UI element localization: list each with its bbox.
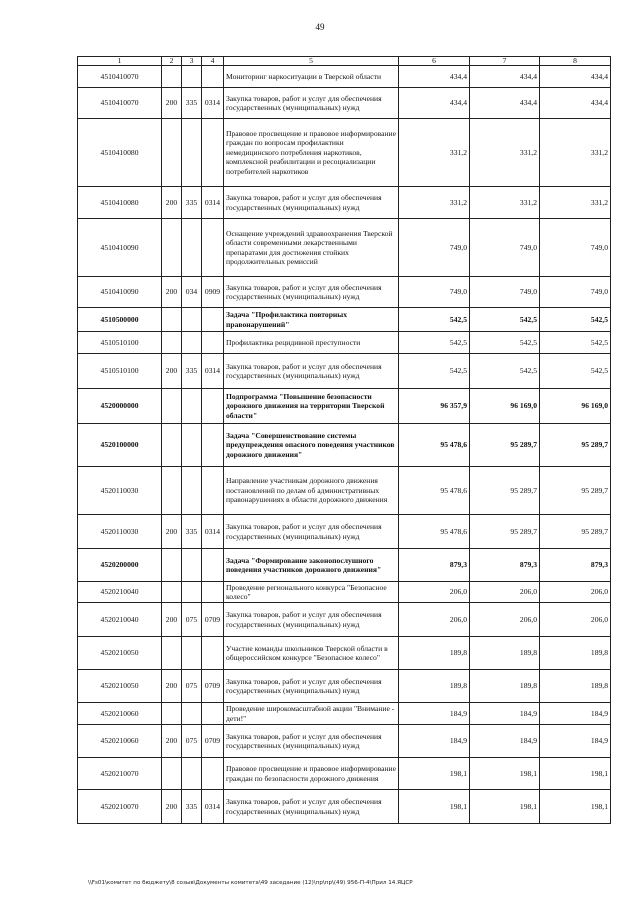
cell-description: Закупка товаров, работ и услуг для обеспечения государственных (муниципальных) нужд (224, 515, 399, 549)
cell-code: 4510500000 (78, 308, 162, 332)
cell-section (162, 703, 182, 725)
cell-amount-col6: 542,5 (399, 332, 470, 354)
table-row (78, 703, 611, 725)
cell-subsection: 0709 (202, 603, 224, 637)
cell-code: 4520210070 (78, 790, 162, 824)
cell-department (182, 758, 202, 790)
cell-code: 4520210050 (78, 637, 162, 670)
cell-department (182, 549, 202, 582)
cell-department (182, 703, 202, 725)
cell-amount-col6: 749,0 (399, 277, 470, 308)
cell-section: 200 (162, 277, 182, 308)
cell-section: 200 (162, 354, 182, 389)
cell-section (162, 308, 182, 332)
table-row (78, 467, 611, 515)
cell-amount-col8: 542,5 (540, 332, 611, 354)
cell-amount-col7: 184,9 (470, 725, 540, 758)
cell-amount-col6: 95 478,6 (399, 424, 470, 467)
cell-amount-col8: 189,8 (540, 670, 611, 703)
cell-department: 034 (182, 277, 202, 308)
cell-section: 200 (162, 790, 182, 824)
table-row (78, 515, 611, 549)
cell-amount-col6: 95 478,6 (399, 515, 470, 549)
cell-amount-col6: 434,4 (399, 66, 470, 88)
table-body (78, 66, 611, 824)
table-row (78, 66, 611, 88)
cell-department (182, 389, 202, 424)
table-row (78, 354, 611, 389)
cell-amount-col7: 879,3 (470, 549, 540, 582)
cell-amount-col7: 95 289,7 (470, 515, 540, 549)
cell-subsection (202, 308, 224, 332)
cell-subsection (202, 637, 224, 670)
cell-subsection (202, 219, 224, 277)
cell-department: 075 (182, 725, 202, 758)
table-row (78, 88, 611, 119)
cell-subsection: 0709 (202, 670, 224, 703)
table-row (78, 119, 611, 187)
cell-amount-col6: 198,1 (399, 758, 470, 790)
column-header: 7 (470, 57, 540, 66)
cell-code: 4520110030 (78, 467, 162, 515)
cell-code: 4510410090 (78, 277, 162, 308)
cell-code: 4520210040 (78, 582, 162, 603)
cell-section (162, 389, 182, 424)
column-header: 2 (162, 57, 182, 66)
cell-description: Подпрограмма "Повышение безопасности дорожного движения на территории Тверской области" (224, 389, 399, 424)
cell-department: 075 (182, 670, 202, 703)
table-row (78, 603, 611, 637)
cell-department (182, 424, 202, 467)
cell-department: 075 (182, 603, 202, 637)
cell-section (162, 424, 182, 467)
table-row (78, 758, 611, 790)
cell-amount-col8: 184,9 (540, 703, 611, 725)
table-row (78, 790, 611, 824)
cell-amount-col7: 206,0 (470, 582, 540, 603)
cell-description: Закупка товаров, работ и услуг для обеспечения государственных (муниципальных) нужд (224, 88, 399, 119)
cell-description: Закупка товаров, работ и услуг для обеспечения государственных (муниципальных) нужд (224, 725, 399, 758)
cell-description: Закупка товаров, работ и услуг для обеспечения государственных (муниципальных) нужд (224, 187, 399, 219)
cell-amount-col6: 542,5 (399, 354, 470, 389)
cell-code: 4520000000 (78, 389, 162, 424)
table-row (78, 332, 611, 354)
cell-section (162, 467, 182, 515)
cell-department: 335 (182, 515, 202, 549)
cell-amount-col8: 95 289,7 (540, 515, 611, 549)
cell-subsection (202, 332, 224, 354)
page-number: 49 (315, 22, 325, 32)
cell-description: Мониторинг наркоситуации в Тверской области (224, 66, 399, 88)
column-header: 1 (78, 57, 162, 66)
cell-amount-col8: 95 289,7 (540, 424, 611, 467)
cell-amount-col8: 206,0 (540, 582, 611, 603)
cell-amount-col8: 96 169,0 (540, 389, 611, 424)
cell-section: 200 (162, 187, 182, 219)
cell-subsection (202, 66, 224, 88)
cell-amount-col6: 184,9 (399, 725, 470, 758)
cell-amount-col7: 198,1 (470, 758, 540, 790)
cell-description: Оснащение учреждений здравоохранения Тверской области современными лекарственными препаратами для достижения стойких продолжительных ремиссий (224, 219, 399, 277)
cell-description: Закупка товаров, работ и услуг для обеспечения государственных (муниципальных) нужд (224, 354, 399, 389)
cell-amount-col7: 95 289,7 (470, 424, 540, 467)
cell-subsection: 0314 (202, 790, 224, 824)
cell-department: 335 (182, 790, 202, 824)
cell-amount-col7: 542,5 (470, 308, 540, 332)
cell-code: 4510410080 (78, 119, 162, 187)
table-row (78, 389, 611, 424)
cell-amount-col7: 206,0 (470, 603, 540, 637)
cell-description: Закупка товаров, работ и услуг для обеспечения государственных (муниципальных) нужд (224, 790, 399, 824)
cell-amount-col8: 749,0 (540, 277, 611, 308)
cell-department (182, 637, 202, 670)
cell-amount-col8: 198,1 (540, 790, 611, 824)
cell-amount-col8: 95 289,7 (540, 467, 611, 515)
cell-section (162, 582, 182, 603)
cell-code: 4520110030 (78, 515, 162, 549)
cell-description: Закупка товаров, работ и услуг для обеспечения государственных (муниципальных) нужд (224, 670, 399, 703)
cell-subsection: 0314 (202, 88, 224, 119)
cell-department (182, 219, 202, 277)
cell-description: Задача "Формирование законопослушного поведения участников дорожного движения" (224, 549, 399, 582)
cell-description: Профилактика рецидивной преступности (224, 332, 399, 354)
cell-description: Задача "Профилактика повторных правонарушений" (224, 308, 399, 332)
cell-code: 4510410080 (78, 187, 162, 219)
cell-description: Проведение широкомасштабной акции "Внимание - дети!" (224, 703, 399, 725)
cell-description: Проведение регионального конкурса "Безопасное колесо" (224, 582, 399, 603)
cell-subsection (202, 549, 224, 582)
cell-section (162, 549, 182, 582)
cell-code: 4510410070 (78, 66, 162, 88)
cell-code: 4520210060 (78, 703, 162, 725)
cell-code: 4520200000 (78, 549, 162, 582)
cell-section (162, 119, 182, 187)
cell-amount-col8: 331,2 (540, 119, 611, 187)
cell-amount-col7: 96 169,0 (470, 389, 540, 424)
cell-code: 4510410070 (78, 88, 162, 119)
cell-subsection (202, 582, 224, 603)
column-header: 6 (399, 57, 470, 66)
cell-amount-col6: 96 357,9 (399, 389, 470, 424)
cell-amount-col7: 434,4 (470, 88, 540, 119)
cell-section (162, 637, 182, 670)
cell-amount-col7: 434,4 (470, 66, 540, 88)
cell-amount-col8: 206,0 (540, 603, 611, 637)
cell-code: 4510510100 (78, 332, 162, 354)
cell-description: Закупка товаров, работ и услуг для обеспечения государственных (муниципальных) нужд (224, 277, 399, 308)
cell-subsection: 0909 (202, 277, 224, 308)
cell-subsection (202, 119, 224, 187)
cell-amount-col8: 331,2 (540, 187, 611, 219)
cell-amount-col7: 189,8 (470, 637, 540, 670)
cell-section: 200 (162, 603, 182, 637)
cell-department: 335 (182, 187, 202, 219)
column-header: 3 (182, 57, 202, 66)
cell-amount-col6: 434,4 (399, 88, 470, 119)
cell-code: 4520210070 (78, 758, 162, 790)
cell-amount-col8: 542,5 (540, 308, 611, 332)
cell-department: 335 (182, 354, 202, 389)
cell-amount-col8: 184,9 (540, 725, 611, 758)
cell-amount-col6: 542,5 (399, 308, 470, 332)
column-header: 5 (224, 57, 399, 66)
cell-subsection: 0314 (202, 515, 224, 549)
table-row (78, 637, 611, 670)
cell-section: 200 (162, 670, 182, 703)
table-row (78, 424, 611, 467)
cell-description: Закупка товаров, работ и услуг для обеспечения государственных (муниципальных) нужд (224, 603, 399, 637)
cell-department: 335 (182, 88, 202, 119)
cell-code: 4510410090 (78, 219, 162, 277)
table-row (78, 187, 611, 219)
cell-amount-col8: 198,1 (540, 758, 611, 790)
table-row (78, 725, 611, 758)
table-row (78, 219, 611, 277)
cell-amount-col6: 749,0 (399, 219, 470, 277)
cell-amount-col7: 95 289,7 (470, 467, 540, 515)
file-path-footer: \\Fs01\комитет по бюджету\8 созыв\Документы комитета\49 заседание (12)\пр\пр\(49) 956-П-4\Прил 14.ЯЦСР (88, 880, 413, 886)
cell-amount-col6: 184,9 (399, 703, 470, 725)
cell-amount-col6: 331,2 (399, 119, 470, 187)
cell-amount-col6: 95 478,6 (399, 467, 470, 515)
cell-subsection (202, 703, 224, 725)
cell-description: Правовое просвещение и правовое информирование граждан по безопасности дорожного движения (224, 758, 399, 790)
cell-amount-col8: 189,8 (540, 637, 611, 670)
cell-amount-col7: 542,5 (470, 332, 540, 354)
cell-department (182, 308, 202, 332)
cell-code: 4520210040 (78, 603, 162, 637)
cell-amount-col7: 749,0 (470, 277, 540, 308)
cell-subsection (202, 467, 224, 515)
cell-subsection (202, 389, 224, 424)
cell-section: 200 (162, 515, 182, 549)
cell-code: 4510510100 (78, 354, 162, 389)
cell-amount-col7: 189,8 (470, 670, 540, 703)
budget-table (77, 56, 611, 824)
cell-amount-col7: 749,0 (470, 219, 540, 277)
cell-description: Участие команды школьников Тверской области в общероссийском конкурсе "Безопасное колесо" (224, 637, 399, 670)
cell-amount-col7: 331,2 (470, 187, 540, 219)
cell-code: 4520210060 (78, 725, 162, 758)
cell-section: 200 (162, 725, 182, 758)
cell-section (162, 66, 182, 88)
cell-amount-col7: 198,1 (470, 790, 540, 824)
cell-department (182, 332, 202, 354)
cell-amount-col6: 206,0 (399, 603, 470, 637)
cell-amount-col8: 434,4 (540, 88, 611, 119)
cell-description: Правовое просвещение и правовое информирование граждан по вопросам профилактики немедицинского потребления наркотиков, комплексной реабилитации и ресоциализации потребителей наркотиков (224, 119, 399, 187)
table-row (78, 670, 611, 703)
cell-amount-col7: 331,2 (470, 119, 540, 187)
cell-amount-col6: 331,2 (399, 187, 470, 219)
cell-subsection: 0709 (202, 725, 224, 758)
cell-amount-col6: 879,3 (399, 549, 470, 582)
cell-code: 4520210050 (78, 670, 162, 703)
cell-subsection (202, 424, 224, 467)
cell-section (162, 332, 182, 354)
cell-description: Направление участникам дорожного движения постановлений по делам об административных правонарушениях в области дорожного движения (224, 467, 399, 515)
cell-section (162, 758, 182, 790)
cell-subsection: 0314 (202, 187, 224, 219)
column-header: 8 (540, 57, 611, 66)
cell-department (182, 66, 202, 88)
cell-subsection: 0314 (202, 354, 224, 389)
cell-amount-col7: 542,5 (470, 354, 540, 389)
table-row (78, 277, 611, 308)
cell-amount-col6: 206,0 (399, 582, 470, 603)
cell-amount-col6: 198,1 (399, 790, 470, 824)
cell-subsection (202, 758, 224, 790)
cell-amount-col8: 749,0 (540, 219, 611, 277)
cell-amount-col6: 189,8 (399, 670, 470, 703)
table-row (78, 308, 611, 332)
header-row (78, 57, 611, 66)
cell-amount-col7: 184,9 (470, 703, 540, 725)
cell-amount-col8: 879,3 (540, 549, 611, 582)
cell-section (162, 219, 182, 277)
table-row (78, 549, 611, 582)
cell-department (182, 119, 202, 187)
cell-code: 4520100000 (78, 424, 162, 467)
table-row (78, 582, 611, 603)
column-header: 4 (202, 57, 224, 66)
cell-amount-col6: 189,8 (399, 637, 470, 670)
cell-amount-col8: 434,4 (540, 66, 611, 88)
cell-amount-col8: 542,5 (540, 354, 611, 389)
cell-section: 200 (162, 88, 182, 119)
cell-description: Задача "Совершенствование системы предупреждения опасного поведения участников дорожного движения" (224, 424, 399, 467)
cell-department (182, 467, 202, 515)
cell-department (182, 582, 202, 603)
